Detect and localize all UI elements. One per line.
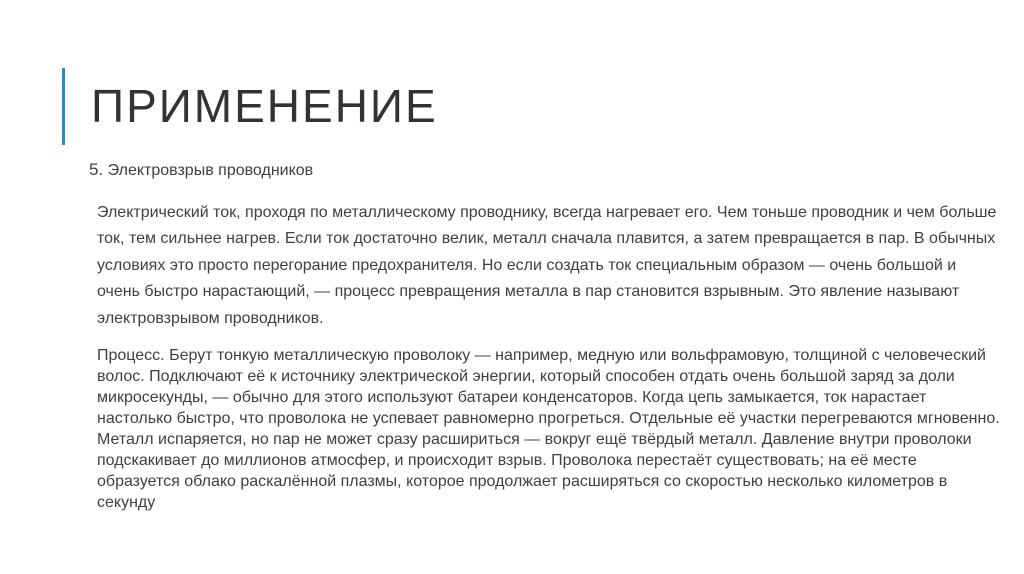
slide-subtitle bbox=[89, 158, 313, 183]
slide-title: ПРИМЕНЕНИЕ bbox=[91, 80, 438, 132]
paragraph-process: Процесс. Берут тонкую металлическую проволоку — например, медную или вольфрамовую, толщиной с человеческий волос. Подключают её к источнику электрической энергии, который способен отдать очень большой заряд за доли микросекунды, — обычно для этого используют батареи конденсаторов. Когда цепь замыкается, ток нарастает настолько быстро, что проволока не успевает равномерно прогреться. Отдельные её участки перегреваются мгновенно. Металл испаряется, но пар не может сразу расшириться — вокруг ещё твёрдый металл. Давление внутри проволоки подскакивает до миллионов атмосфер, и происходит взрыв. Проволока перестаёт существовать; на её месте образуется облако раскалённой плазмы, которое продолжает расширяться со скоростью несколько километров в секунду bbox=[97, 347, 1000, 511]
paragraph-intro: Электрический ток, проходя по металлическому проводнику, всегда нагревает его. Чем тоньше проводник и чем больше ток, тем сильнее нагрев. Если ток достаточно велик, металл сначала плавится, а затем превращается в пар. В обычных условиях это просто перегорание предохранителя. Но если создать ток специальным образом — очень большой и очень быстро нарастающий, — процесс превращения металла в пар становится взрывным. Это явление называют электровзрывом проводников. bbox=[97, 204, 997, 327]
subtitle-number: 5. bbox=[89, 160, 104, 179]
subtitle-text: Электровзрыв проводников bbox=[107, 162, 314, 179]
title-accent-bar bbox=[62, 68, 65, 145]
